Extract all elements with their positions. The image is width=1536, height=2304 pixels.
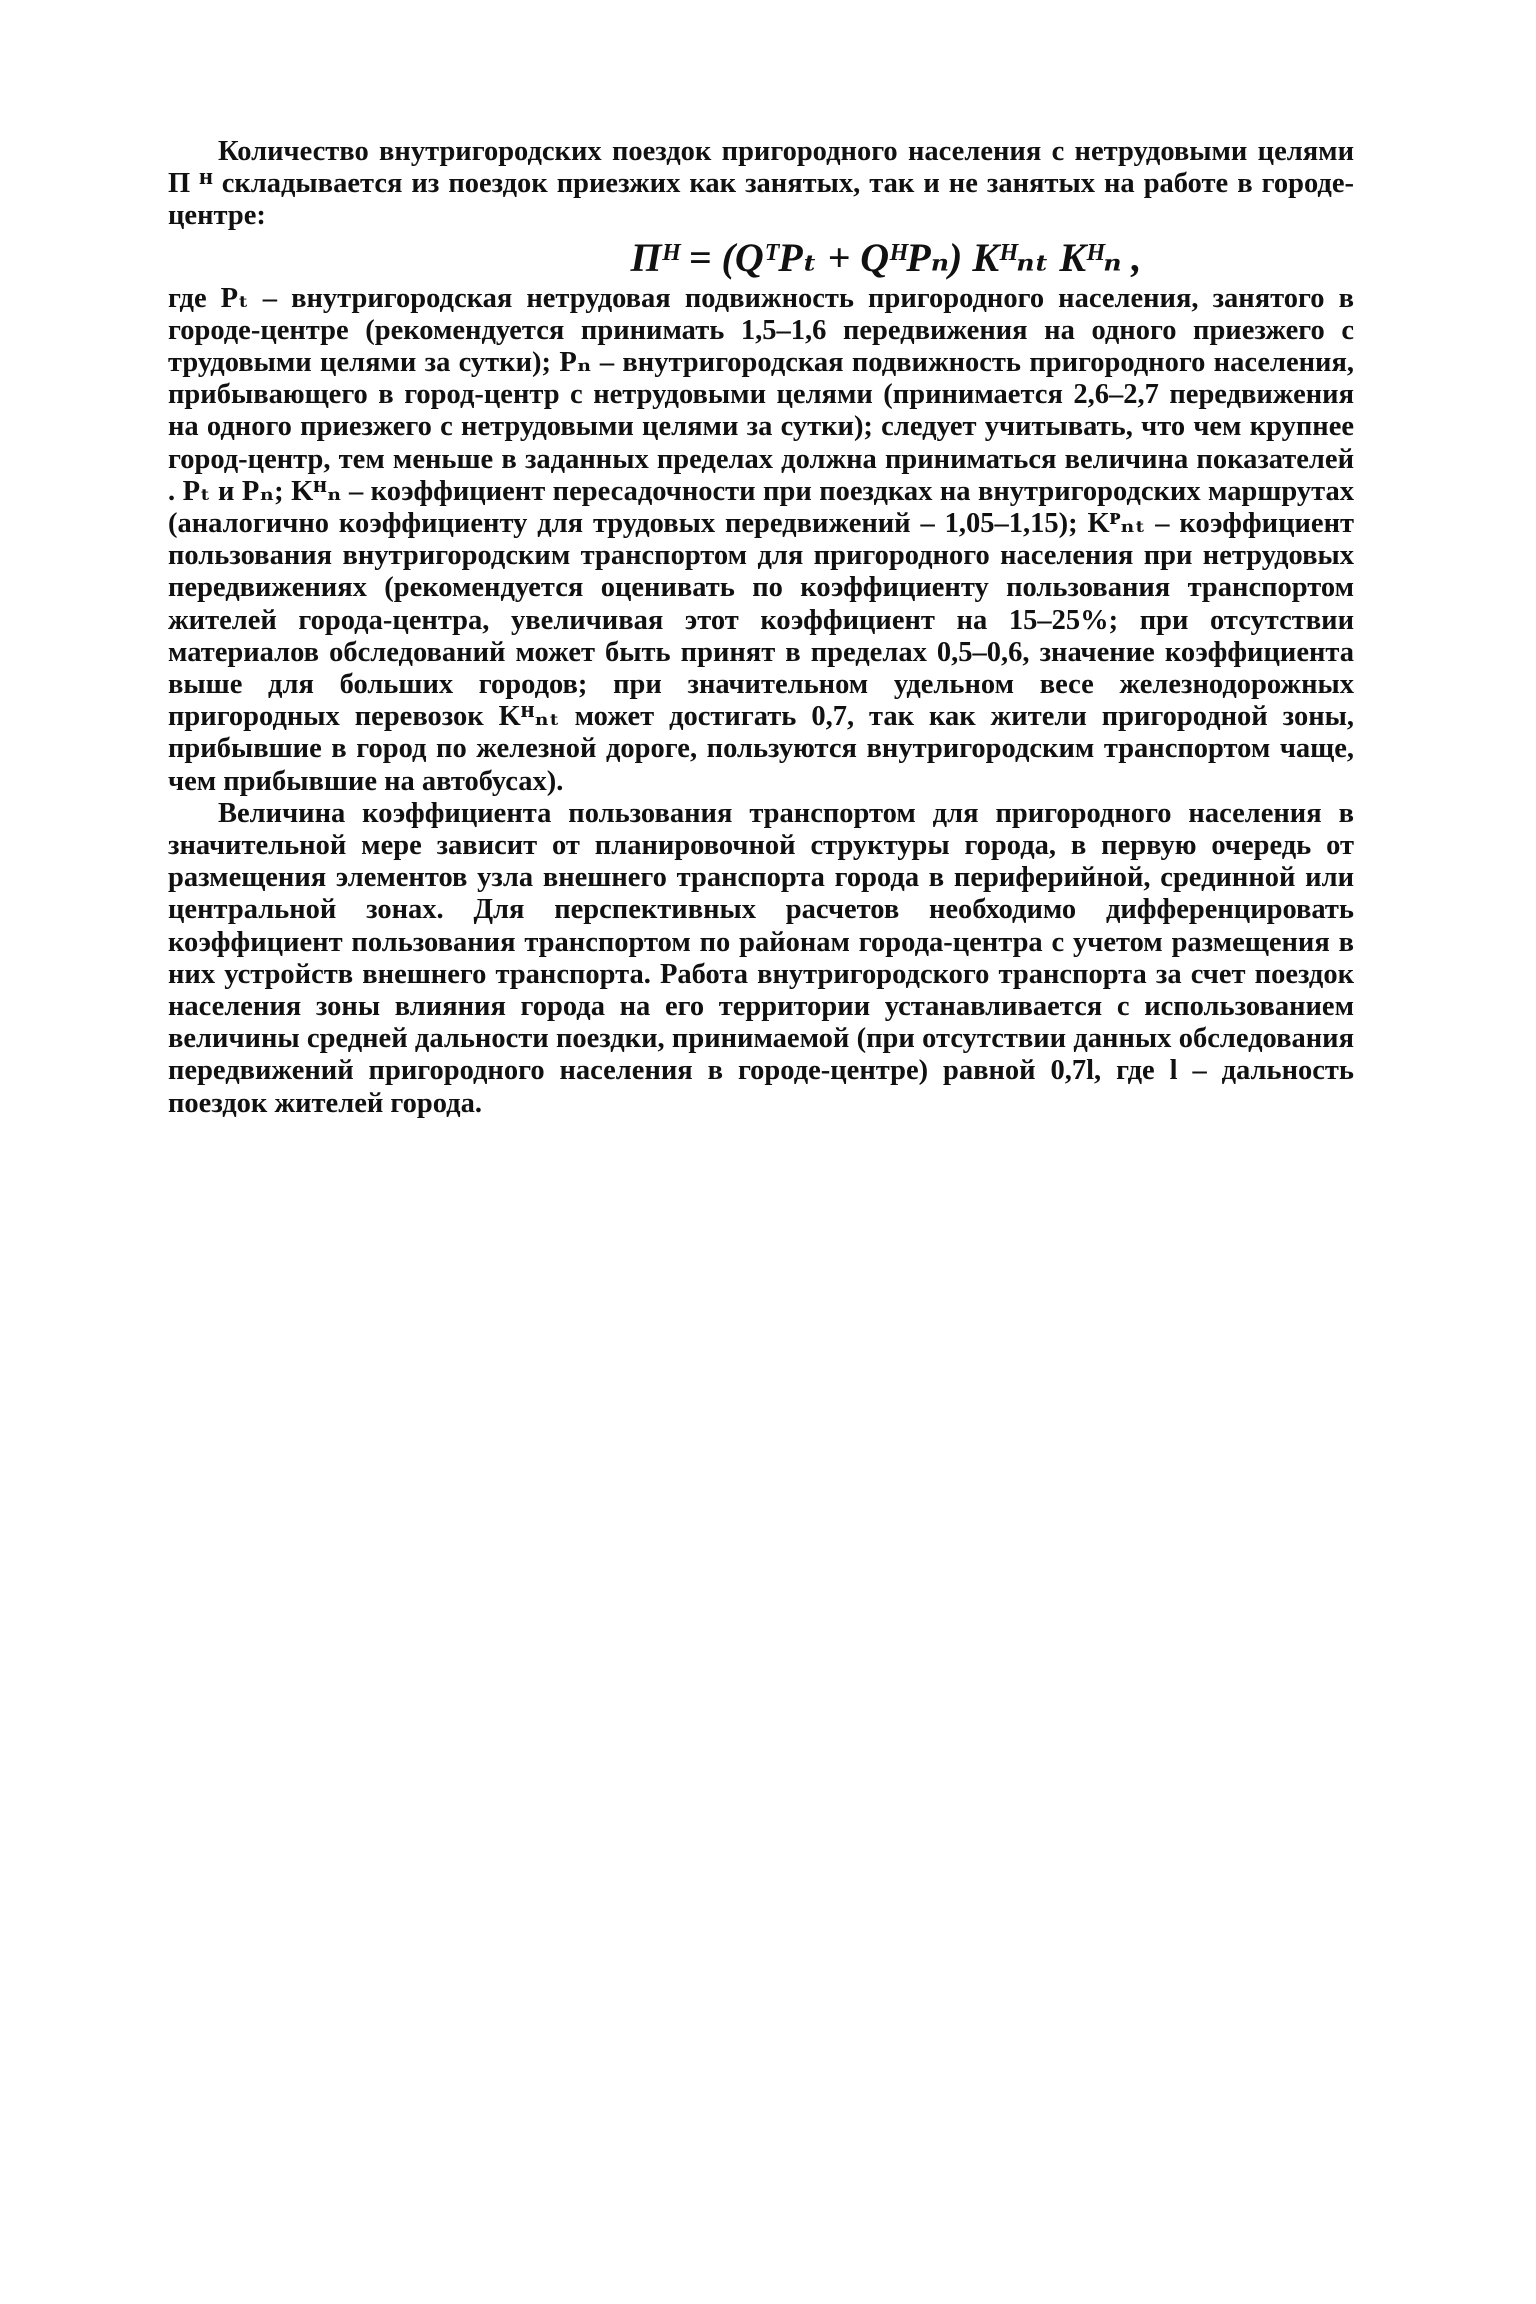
document-body: [168, 136, 1354, 1120]
paragraph-coefficient: Величина коэффициента пользования транспортом для пригородного населения в значительной мере зависит от планировочной структуры города, в первую очередь от размещения элементов узла внешнего транспорта города в периферийной, срединной или центральной зонах. Для перспективных расчетов необходимо дифференцировать коэффициент пользования транспортом по районам города-центра с учетом размещения в них устройств внешнего транспорта. Работа внутригородского транспорта за счет поездок населения зоны влияния города на его территории устанавливается с использованием величины средней дальности поездки, принимаемой (при отсутствии данных обследования передвижений пригородного населения в городе-центре) равной 0,7l, где l – дальность поездок жителей города.: [168, 797, 1354, 1119]
paragraph-definitions: где Pₜ – внутригородская нетрудовая подвижность пригородного населения, занятого в городе-центре (рекомендуется принимать 1,5–1,6 передвижения на одного приезжего с трудовыми целями за сутки); Pₙ – внутригородская подвижность пригородного населения, прибывающего в город-центр с нетрудовыми целями (принимается 2,6–2,7 передвижения на одного приезжего с нетрудовыми целями за сутки); следует учитывать, что чем крупнее город-центр, тем меньше в заданных пределах должна приниматься величина показателей . Pₜ и Pₙ; Kᴴₙ – коэффициент пересадочности при поездках на внутригородских маршрутах (аналогично коэффициенту для трудовых передвижений – 1,05–1,15); Kᴾₙₜ – коэффициент пользования внутригородским транспортом для пригородного населения при нетрудовых передвижениях (рекомендуется оценивать по коэффициенту пользования транспортом жителей города-центра, увеличивая этот коэффициент на 15–25%; при отсутствии материалов обследований может быть принят в пределах 0,5–0,6, значение коэффициента выше для больших городов; при значительном удельном весе железнодорожных пригородных перевозок Kᴴₙₜ может достигать 0,7, так как жители пригородной зоны, прибывшие в город по железной дороге, пользуются внутригородским транспортом чаще, чем прибывшие на автобусах).: [168, 282, 1354, 797]
paragraph-intro: Количество внутригородских поездок пригородного населения с нетрудовыми целями П ᴴ складывается из поездок приезжих как занятых, так и не занятых на работе в городе-центре:: [168, 136, 1354, 232]
formula: Пᴴ = (QᵀPₜ + QᴴPₙ) Kᴴₙₜ Kᴴₙ ,: [630, 234, 1142, 280]
